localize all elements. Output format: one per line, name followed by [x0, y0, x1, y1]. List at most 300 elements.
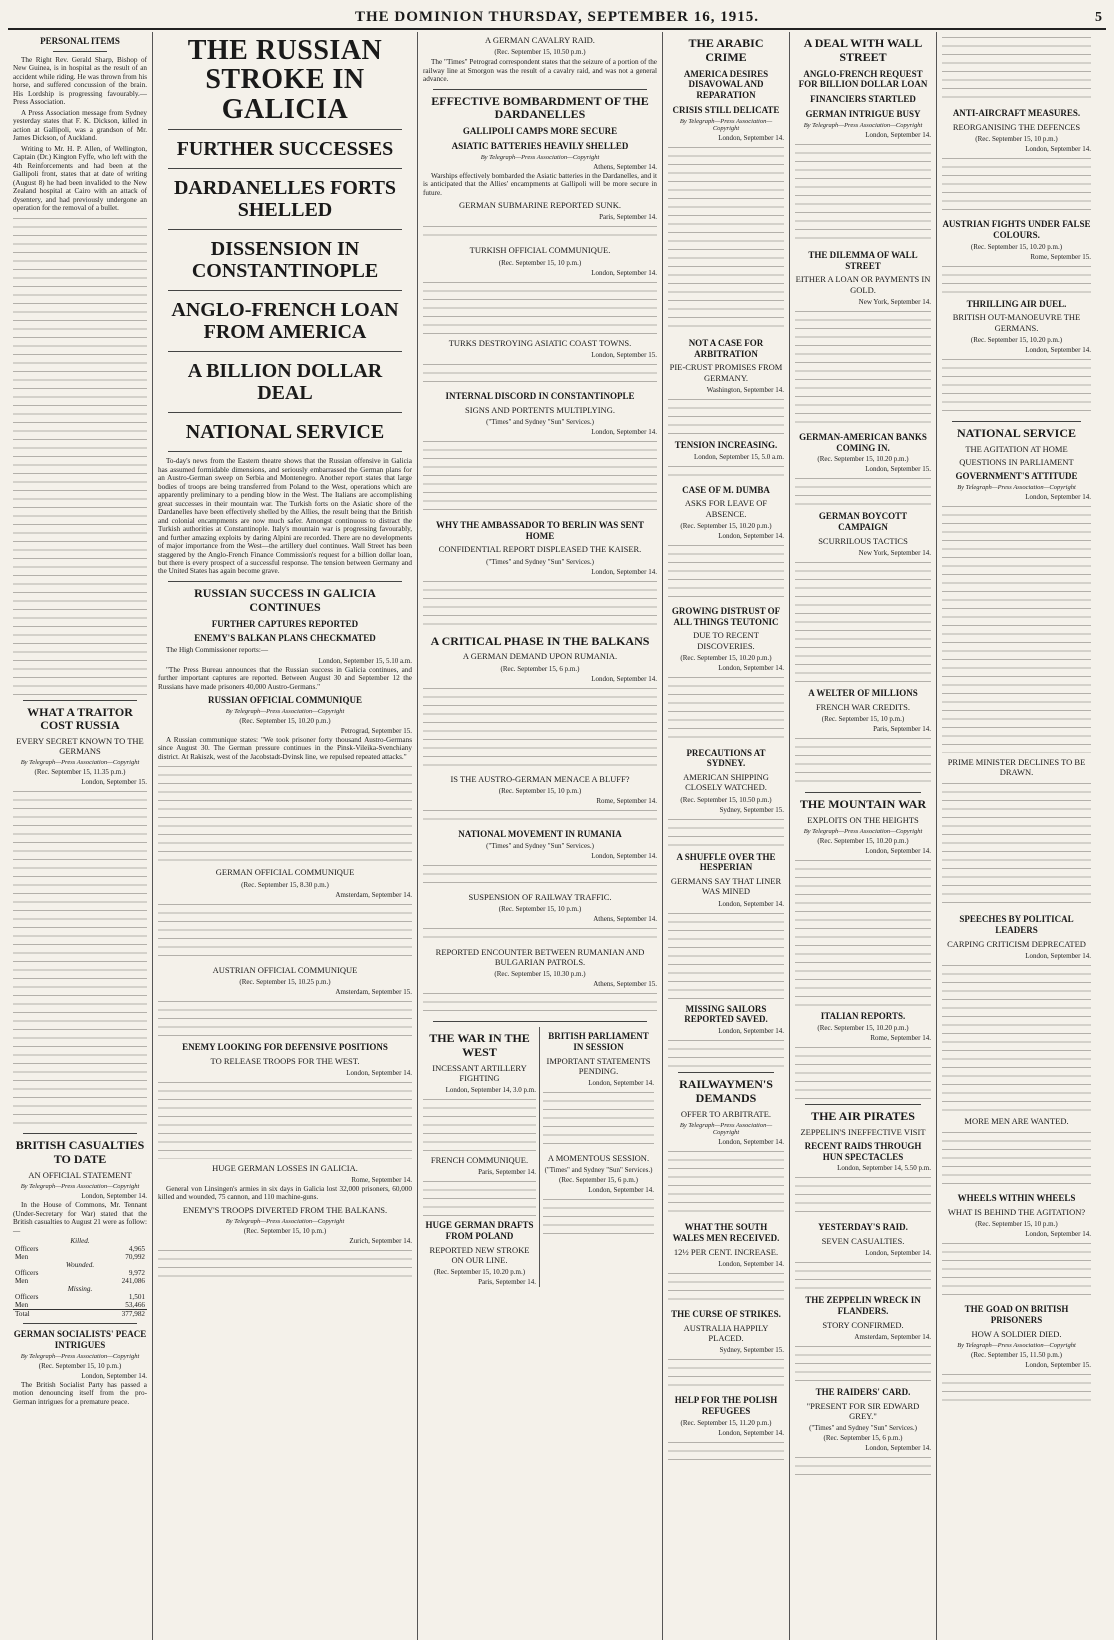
article-text-block [942, 1129, 1091, 1189]
received-date: (Rec. September 15, 11.35 p.m.) [34, 768, 126, 777]
headline-french-communique: FRENCH COMMUNIQUE. [430, 1155, 529, 1166]
dateline: London, September 14. [718, 531, 784, 540]
article-text-block [423, 361, 657, 387]
received-date: (Rec. September 15, 10.20 p.m.) [817, 837, 909, 846]
headline-deck: DARDANELLES FORTS SHELLED [173, 177, 397, 222]
subheadline-national-service: THE AGITATION AT HOME [965, 443, 1068, 454]
divider [805, 1104, 921, 1105]
dateline: Paris, September 14. [873, 725, 931, 734]
headline-goad: THE GOAD ON BRITISH PRISONERS [964, 1304, 1069, 1325]
divider [168, 412, 402, 413]
headline-wall-street: A DEAL WITH WALL STREET [803, 36, 923, 64]
subheadline-yesterday: SEVEN CASUALTIES. [821, 1236, 905, 1247]
article-text-block [668, 144, 784, 334]
dateline: London, September 14. [591, 268, 657, 277]
article-text-block [942, 263, 1091, 295]
headline-boycott: GERMAN BOYCOTT CAMPAIGN [818, 511, 908, 533]
subheadline-galicia: ENEMY'S BALKAN PLANS CHECKMATED [194, 633, 376, 644]
article-text: "The Press Bureau announces that the Russian success in Galicia continues, and further important captures are reported. Between August 30 and September 12 the Russians have made prisoners 40,000 Austro-Germans." [158, 665, 412, 691]
dateline: Paris, September 14. [478, 1168, 536, 1177]
subheadline-goad: HOW A SOLDIER DIED. [971, 1328, 1062, 1339]
byline: By Telegraph—Press Association—Copyright [225, 707, 345, 715]
divider [168, 129, 402, 130]
headline-sydney: PRECAUTIONS AT SYDNEY. [686, 747, 766, 769]
dateline: London, September 14. [718, 1259, 784, 1268]
column-1 [8, 32, 153, 1640]
headline-deck: ANGLO-FRENCH LOAN FROM AMERICA [171, 299, 399, 344]
headline-personal-items: PERSONAL ITEMS [40, 36, 120, 46]
received-date: (Rec. September 15, 10.20 p.m.) [239, 716, 331, 725]
dateline: London, September 14, 3.0 p.m. [445, 1086, 536, 1095]
byline: By Telegraph—Press Association—Copyright [957, 1341, 1076, 1349]
headline-bombardment: EFFECTIVE BOMBARDMENT OF THE DARDANELLES [431, 93, 649, 122]
article-text-block [942, 1240, 1091, 1300]
article-text: The Right Rev. Gerald Sharp, Bishop of New Guinea, is in hospital as the result of an accident while riding. He was thrown from his horse, and suffered concussion of the brain. His Lordship is progressing favourably.—Press Association. [13, 55, 147, 107]
subheadline-wales: 12½ PER CENT. INCREASE. [673, 1246, 779, 1257]
article-text: A Press Association message from Sydney yesterday states that F. K. Dickson, killed in action at Gallipoli, was a grandson of Mr. James Dickson, of Auckland. [13, 108, 147, 143]
dateline: London, September 14. [865, 1444, 931, 1453]
received-date: (Rec. September 15, 8.30 p.m.) [241, 880, 329, 889]
article-text-block [158, 901, 412, 961]
divider [952, 421, 1081, 422]
divider [805, 792, 921, 793]
dateline: London, September 14. [1025, 492, 1091, 501]
article-text-block [423, 862, 657, 888]
dateline: London, September 15. [591, 350, 657, 359]
divider [168, 351, 402, 352]
article-text-block [423, 925, 657, 943]
headline-austrian-colours: AUSTRIAN FIGHTS UNDER FALSE COLOURS. [942, 218, 1091, 240]
headline-anti-aircraft: ANTI-AIRCRAFT MEASURES. [952, 108, 1081, 118]
headline-bluff: IS THE AUSTRO-GERMAN MENACE A BLUFF? [450, 773, 630, 784]
divider [433, 1021, 647, 1022]
article-text-block [158, 763, 412, 863]
article-text-block [543, 1196, 654, 1236]
received-date: (Rec. September 15, 10.50 p.m.) [680, 795, 772, 804]
dateline: London, September 14. [1025, 144, 1091, 153]
dateline: Petrograd, September 15. [340, 726, 412, 735]
divider [23, 1133, 137, 1134]
article-text: Warships effectively bombarded the Asiatic batteries in the Dardanelles, and it is anticipated that the Allies' encampments at Gallipoli will be more secure in future. [423, 171, 657, 197]
headline-losses: HUGE GERMAN LOSSES IN GALICIA. [212, 1162, 358, 1173]
table-row: Officers 1,501 [15, 1293, 145, 1302]
received-date: (Rec. September 15, 10.20 p.m.) [680, 653, 772, 662]
dateline: London, September 15. [865, 465, 931, 474]
subheadline-mountain: EXPLOITS ON THE HEIGHTS [807, 814, 919, 825]
received-date: (Rec. September 15, 10 p.m.) [975, 134, 1058, 143]
divider [23, 700, 137, 701]
article-text-block [423, 223, 657, 241]
subheadline-wall-street: ANGLO-FRENCH REQUEST FOR BILLION DOLLAR LOAN [798, 68, 928, 90]
subheadline-parliament: IMPORTANT STATEMENTS PENDING. [546, 1055, 651, 1076]
article-text-block [543, 1089, 654, 1149]
article-text-block [423, 807, 657, 825]
dateline: London, September 15. [1025, 1360, 1091, 1369]
subheadline-anti-aircraft: REORGANISING THE DEFENCES [952, 121, 1081, 132]
headline-ambassador: WHY THE AMBASSADOR TO BERLIN WAS SENT HOME [435, 519, 645, 541]
dateline: London, September 14. [346, 1068, 412, 1077]
dateline: Athens, September 15. [593, 980, 657, 989]
received-date: (Rec. September 15, 10.20 p.m.) [817, 1023, 909, 1032]
headline-national-service: NATIONAL SERVICE [956, 425, 1077, 440]
dateline: Rome, September 14. [596, 796, 657, 805]
dateline: London, September 14. [591, 674, 657, 683]
article-text-block [158, 1247, 412, 1277]
headline-mountain: THE MOUNTAIN WAR [799, 797, 927, 812]
dateline: London, September 14. [718, 899, 784, 908]
article-text-block [795, 1343, 931, 1383]
dateline: Paris, September 14. [478, 1278, 536, 1287]
article-text-block [942, 780, 1091, 910]
received-date: (Rec. September 15, 10 p.m.) [498, 786, 582, 795]
article-text-block [795, 735, 931, 787]
article-text-block [668, 1439, 784, 1465]
dateline: Rome, September 14. [351, 1175, 412, 1184]
article-text-block [423, 685, 657, 770]
dateline: London, September 14. [865, 130, 931, 139]
divider [168, 290, 402, 291]
headline-air-pirates: THE AIR PIRATES [811, 1108, 915, 1123]
dateline: Washington, September 14. [706, 385, 784, 394]
dateline: London, September 14. [865, 1249, 931, 1258]
headline-socialists: GERMAN SOCIALISTS' PEACE INTRIGUES [13, 1329, 147, 1350]
table-row: Men 241,086 [15, 1277, 145, 1286]
article-text: In the House of Commons, Mr. Tennant (Under-Secretary for War) stated that the British casualties to August 21 were as follow:— [13, 1201, 147, 1235]
column-3 [418, 32, 663, 1640]
headline-submarine: GERMAN SUBMARINE REPORTED SUNK. [459, 200, 621, 211]
subheadline-strikes: AUSTRALIA HAPPILY PLACED. [683, 1322, 769, 1343]
article-text-block [13, 215, 147, 695]
split-left [423, 1027, 540, 1287]
article-text-block [942, 1371, 1091, 1401]
article-text-block [423, 1178, 536, 1216]
subheadline-bombardment: ASIATIC BATTERIES HEAVILY SHELLED [451, 141, 629, 152]
service-credit: ("Times" and Sydney "Sun" Services.) [544, 1166, 653, 1175]
article-text: The "Times" Petrograd correspondent states that the seizure of a portion of the railway line at Smorgon was the result of a cavalry raid, and was not a general advance. [423, 58, 657, 84]
subheadline-sydney: AMERICAN SHIPPING CLOSELY WATCHED. [683, 772, 769, 793]
subheadline-speeches: CARPING CRITICISM DEPRECATED [947, 938, 1086, 949]
article-text-block [668, 1270, 784, 1305]
subheadline-shuffle: GERMANS SAY THAT LINER WAS MINED [670, 876, 782, 897]
article-text-block [668, 910, 784, 1000]
dateline: London, September 15, 5.0 a.m. [693, 452, 784, 461]
subheadline-boycott: SCURRILOUS TACTICS [818, 535, 908, 546]
article-text-block [13, 788, 147, 1128]
headline-discord: INTERNAL DISCORD IN CONSTANTINOPLE [445, 390, 635, 401]
dateline: London, September 14, 5.50 p.m. [837, 1164, 931, 1173]
column-2 [153, 32, 418, 1640]
subheadline-dilemma: EITHER A LOAN OR PAYMENTS IN GOLD. [795, 274, 931, 295]
byline: By Telegraph—Press Association—Copyright [20, 1352, 140, 1360]
dateline: London, September 14. [588, 1186, 654, 1195]
casualty-category: Missing. [67, 1285, 93, 1294]
divider [168, 451, 402, 452]
headline-deck: NATIONAL SERVICE [185, 421, 385, 444]
column-4 [663, 32, 790, 1640]
headline-turkish-communique: TURKISH OFFICIAL COMMUNIQUE. [469, 245, 611, 256]
headline-wales: WHAT THE SOUTH WALES MEN RECEIVED. [672, 1222, 780, 1243]
received-date: (Rec. September 15, 10.50 p.m.) [494, 48, 586, 57]
headline-yesterday: YESTERDAY'S RAID. [818, 1222, 908, 1233]
article-text-block [158, 1079, 412, 1159]
article-text-block [668, 1356, 784, 1391]
split-section [423, 1027, 657, 1287]
dateline: London, September 14. [718, 1138, 784, 1146]
dateline: London, September 14. [591, 567, 657, 576]
dateline: London, September 14. [81, 1192, 147, 1201]
received-date: (Rec. September 15, 10 p.m.) [975, 1220, 1058, 1229]
dateline: London, September 14. [1025, 345, 1091, 354]
headline-card: THE RAIDERS' CARD. [815, 1387, 911, 1398]
article-text-block [942, 962, 1091, 1112]
received-date: (Rec. September 15, 10.20 p.m.) [817, 455, 909, 464]
article-text: A Russian communique states: "We took prisoner forty thousand Austro-Germans since August 30. The German pressure continues in the Pinsk-Vileika-Svenchiany district. At Rakiszk, west of the Jacobstadt-Dvinsk line, we repulsed repeated attacks." [158, 735, 412, 761]
headline-tension: TENSION INCREASING. [674, 439, 778, 450]
split-right [540, 1027, 657, 1287]
divider [53, 51, 107, 52]
casualty-category: Killed. [70, 1237, 90, 1246]
headline-prime-minister: PRIME MINISTER DECLINES TO BE DRAWN. [947, 756, 1086, 777]
headline-deck: FURTHER SUCCESSES [176, 138, 394, 161]
headline-deck: A BILLION DOLLAR DEAL [187, 360, 383, 405]
article-text-block [423, 578, 657, 630]
subheadline-arabic: CRISIS STILL DELICATE [672, 104, 780, 115]
table-row: Men 70,992 [15, 1253, 145, 1262]
dateline: New York, September 14. [858, 297, 931, 306]
byline: By Telegraph—Press Association—Copyright [957, 483, 1076, 491]
dateline: London, September 14. [591, 851, 657, 860]
article-text-block [942, 356, 1091, 416]
byline: By Telegraph—Press Association—Copyright [225, 1218, 345, 1226]
casualty-category: Wounded. [65, 1261, 95, 1270]
casualty-table [13, 1237, 147, 1318]
article-text-block [668, 463, 784, 481]
received-date: (Rec. September 15, 11.50 p.m.) [971, 1350, 1062, 1359]
article-text: General von Linsingen's armies in six days in Galicia lost 32,000 prisoners, 60,000 killed and wounded, 75 cannon, and 110 machine-guns. [158, 1184, 412, 1202]
headline-balkans: ENEMY'S TROOPS DIVERTED FROM THE BALKANS. [182, 1204, 388, 1215]
dateline: Paris, September 14. [599, 213, 657, 222]
headline-german-communique: GERMAN OFFICIAL COMMUNIQUE [215, 867, 355, 878]
headline-coast-towns: TURKS DESTROYING ASIATIC COAST TOWNS. [448, 337, 632, 348]
article-text-block [942, 34, 1091, 104]
headline-russian-communique: RUSSIAN OFFICIAL COMMUNIQUE [207, 695, 362, 706]
dateline: Rome, September 14. [870, 1033, 931, 1042]
article-text-block [668, 816, 784, 848]
received-date: (Rec. September 15, 10.20 p.m.) [680, 521, 772, 530]
byline: By Telegraph—Press Association—Copyright [803, 121, 923, 129]
headline-railwaymen: RAILWAYMEN'S DEMANDS [679, 1077, 773, 1106]
dateline: London, September 14. [1025, 951, 1091, 960]
table-total-row: Total 377,982 [15, 1310, 145, 1319]
divider [678, 1072, 774, 1073]
headline-arbitration: NOT A CASE FOR ARBITRATION [688, 337, 764, 359]
article-text-block [668, 1148, 784, 1218]
subheadline-distrust: DUE TO RECENT DISCOVERIES. [693, 630, 759, 651]
headline-speeches: SPEECHES BY POLITICAL LEADERS [959, 914, 1074, 935]
headline-galicia: RUSSIAN SUCCESS IN GALICIA CONTINUES [194, 585, 376, 614]
article-text-block [668, 542, 784, 602]
subheadline-national-service: GOVERNMENT'S ATTITUDE [955, 470, 1078, 481]
headline-dilemma: THE DILEMMA OF WALL STREET [808, 249, 918, 271]
subheadline-air-duel: BRITISH OUT-MANOEUVRE THE GERMANS. [952, 312, 1081, 333]
masthead-title: THE DOMINION THURSDAY, SEPTEMBER 16, 1915. [354, 9, 759, 25]
article-text-block [942, 503, 1091, 753]
subheadline-bombardment: GALLIPOLI CAMPS MORE SECURE [462, 126, 618, 137]
headline-banks: GERMAN-AMERICAN BANKS COMING IN. [799, 431, 927, 453]
byline: By Telegraph—Press Association—Copyright [20, 759, 140, 767]
subheadline-air-pirates: RECENT RAIDS THROUGH HUN SPECTACLES [804, 1140, 922, 1162]
byline: By Telegraph—Press Association—Copyright [679, 117, 773, 132]
article-text-block [668, 1037, 784, 1067]
headline-polish: HELP FOR THE POLISH REFUGEES [674, 1394, 778, 1416]
dateline: New York, September 14. [858, 549, 931, 558]
subheadline-millions: FRENCH WAR CREDITS. [815, 701, 911, 712]
article-text-block [423, 1096, 536, 1151]
received-date: (Rec. September 15, 10 p.m.) [38, 1361, 122, 1370]
subheadline-ambassador: CONFIDENTIAL REPORT DISPLEASED THE KAISER. [438, 544, 642, 555]
headline-wreck: THE ZEPPELIN WRECK IN FLANDERS. [805, 1295, 921, 1317]
newspaper-page [8, 32, 1106, 1640]
article-text-block [795, 857, 931, 1007]
divider [433, 89, 647, 90]
received-date: (Rec. September 15, 6 p.m.) [559, 1176, 638, 1185]
column-5 [790, 32, 937, 1640]
article-text-block [795, 308, 931, 428]
headline-railway: SUSPENSION OF RAILWAY TRAFFIC. [468, 891, 612, 902]
column-6 [937, 32, 1096, 1640]
divider [168, 229, 402, 230]
article-text-block [795, 559, 931, 684]
subheadline-arbitration: PIE-CRUST PROMISES FROM GERMANY. [669, 362, 783, 383]
table-row: Men 53,466 [15, 1301, 145, 1310]
article-text-block [795, 1044, 931, 1099]
headline-austrian-communique: AUSTRIAN OFFICIAL COMMUNIQUE [212, 964, 358, 975]
headline-more-men: MORE MEN ARE WANTED. [964, 1115, 1069, 1126]
dateline: London, September 15, 5.10 a.m. [318, 656, 412, 665]
received-date: (Rec. September 15, 10 p.m.) [821, 715, 905, 724]
headline-distrust: GROWING DISTRUST OF ALL THINGS TEUTONIC [671, 605, 781, 627]
received-date: (Rec. September 15, 10.20 p.m.) [970, 242, 1063, 251]
dateline: Athens, September 14. [593, 914, 657, 923]
article-text-block [668, 396, 784, 436]
headline-momentous: A MOMENTOUS SESSION. [547, 1153, 650, 1164]
subheadline-drafts: REPORTED NEW STROKE ON OUR LINE. [429, 1244, 530, 1266]
divider [168, 581, 402, 582]
dateline: London, September 14. [718, 663, 784, 672]
received-date: (Rec. September 15, 10 p.m.) [243, 1227, 327, 1236]
dateline: Amsterdam, September 14. [335, 890, 412, 899]
article-text-block [795, 1174, 931, 1218]
received-date: (Rec. September 15, 6 p.m.) [500, 664, 580, 673]
dateline: London, September 14. [718, 1027, 784, 1036]
dateline: London, September 14. [1025, 1230, 1091, 1239]
dateline: London, September 14. [81, 1371, 147, 1380]
headline-italian: ITALIAN REPORTS. [820, 1011, 906, 1022]
dateline: London, September 14. [718, 1428, 784, 1437]
article-text-block [158, 998, 412, 1038]
headline-defensive: ENEMY LOOKING FOR DEFENSIVE POSITIONS [182, 1041, 388, 1052]
subheadline-discord: SIGNS AND PORTENTS MULTIPLYING. [465, 404, 615, 415]
dateline: Amsterdam, September 14. [854, 1333, 931, 1342]
dateline: Amsterdam, September 15. [335, 987, 412, 996]
dateline: Sydney, September 15. [719, 1345, 784, 1354]
service-credit: ("Times" and Sydney "Sun" Services.) [486, 557, 594, 566]
article-text-block [668, 674, 784, 744]
headline-traitor: WHAT A TRAITOR COST RUSSIA [27, 704, 133, 733]
subheadline-wall-street: FINANCIERS STARTLED [810, 94, 916, 105]
received-date: (Rec. September 15, 10.20 p.m.) [433, 1268, 526, 1277]
headline-air-duel: THRILLING AIR DUEL. [966, 298, 1067, 309]
subheadline-wall-street: GERMAN INTRIGUE BUSY [805, 108, 921, 119]
subheadline-traitor: EVERY SECRET KNOWN TO THE GERMANS [16, 736, 144, 757]
article-text-block [795, 141, 931, 246]
subheadline-card: "PRESENT FOR SIR EDWARD GREY." [806, 1401, 920, 1422]
headline-wheels: WHEELS WITHIN WHEELS [957, 1193, 1076, 1204]
article-text: The High Commissioner reports:— [166, 646, 269, 655]
divider [23, 1323, 137, 1324]
service-credit: ("Times" and Sydney "Sun" Services.) [486, 841, 594, 850]
table-row: Officers 4,965 [15, 1245, 145, 1254]
received-date: (Rec. September 15, 10 p.m.) [498, 258, 582, 267]
headline-parliament: BRITISH PARLIAMENT IN SESSION [548, 1031, 649, 1052]
table-row: Officers 9,972 [15, 1269, 145, 1278]
headline-sailors: MISSING SAILORS REPORTED SAVED. [684, 1003, 768, 1025]
subheadline-arabic: AMERICA DESIRES DISAVOWAL AND REPARATION [683, 68, 769, 101]
received-date: (Rec. September 15, 10 p.m.) [498, 904, 582, 913]
dateline: London, September 14. [588, 1079, 654, 1088]
masthead [8, 0, 1106, 30]
dateline: London, September 14. [591, 427, 657, 436]
byline: By Telegraph—Press Association—Copyright [480, 153, 600, 161]
received-date: (Rec. September 15, 10.25 p.m.) [239, 977, 331, 986]
headline-casualties: BRITISH CASUALTIES TO DATE [15, 1138, 145, 1167]
subheadline-national-service: QUESTIONS IN PARLIAMENT [959, 456, 1074, 467]
subheadline-railwaymen: OFFER TO ARBITRATE. [680, 1108, 772, 1119]
headline-deck: DISSENSION IN CONSTANTINOPLE [191, 238, 379, 283]
dateline: Athens, September 14. [593, 162, 657, 171]
subheadline-wreck: STORY CONFIRMED. [822, 1320, 904, 1331]
byline: By Telegraph—Press Association—Copyright [20, 1183, 140, 1191]
dateline: Zurich, September 14. [349, 1237, 412, 1246]
received-date: (Rec. September 15, 11.20 p.m.) [680, 1418, 772, 1427]
headline-drafts: HUGE GERMAN DRAFTS FROM POLAND [425, 1220, 534, 1242]
received-date: (Rec. September 15, 10.30 p.m.) [494, 970, 586, 979]
dateline: Sydney, September 15. [719, 805, 784, 814]
subheadline-dumba: ASKS FOR LEAVE OF ABSENCE. [684, 498, 768, 519]
article-text-block [423, 438, 657, 516]
dateline: London, September 14. [718, 133, 784, 142]
service-credit: ("Times" and Sydney "Sun" Services.) [809, 1424, 917, 1433]
subheadline-wheels: WHAT IS BEHIND THE AGITATION? [947, 1206, 1086, 1217]
headline-balkans-phase: A CRITICAL PHASE IN THE BALKANS [430, 633, 650, 648]
headline-strikes: THE CURSE OF STRIKES. [671, 1308, 781, 1319]
article-text: The British Socialist Party has passed a motion denouncing itself from the pro-German intrigues for a premature peace. [13, 1380, 147, 1406]
received-date: (Rec. September 15, 10.20 p.m.) [970, 335, 1063, 344]
article-text: Writing to Mr. H. P. Allen, of Wellington, Captain (Dr.) Kington Fyffe, who left with the 4th Reinforcements and had been at the Gallipoli front, states that at date of writing (August 8) he had been invalided to the New Zealand hospital at Cairo with an attack of dysentery, and had previously undergone an operation for the removal of a bullet. [13, 144, 147, 213]
headline-encounter: REPORTED ENCOUNTER BETWEEN RUMANIAN AND BULGARIAN PATROLS. [435, 946, 645, 967]
article-text-block [942, 155, 1091, 215]
headline-arabic: THE ARABIC CRIME [688, 36, 764, 64]
subheadline-casualties: AN OFFICIAL STATEMENT [28, 1170, 132, 1181]
received-date: (Rec. September 15, 6 p.m.) [823, 1434, 903, 1443]
byline: By Telegraph—Press Association—Copyright [803, 828, 923, 836]
main-headline: THE RUSSIAN STROKE IN GALICIA [187, 35, 383, 125]
service-credit: ("Times" and Sydney "Sun" Services.) [486, 417, 594, 426]
page-number: 5 [1095, 10, 1102, 25]
headline-millions: A WELTER OF MILLIONS [808, 688, 918, 699]
divider [168, 168, 402, 169]
article-text-block [795, 475, 931, 507]
